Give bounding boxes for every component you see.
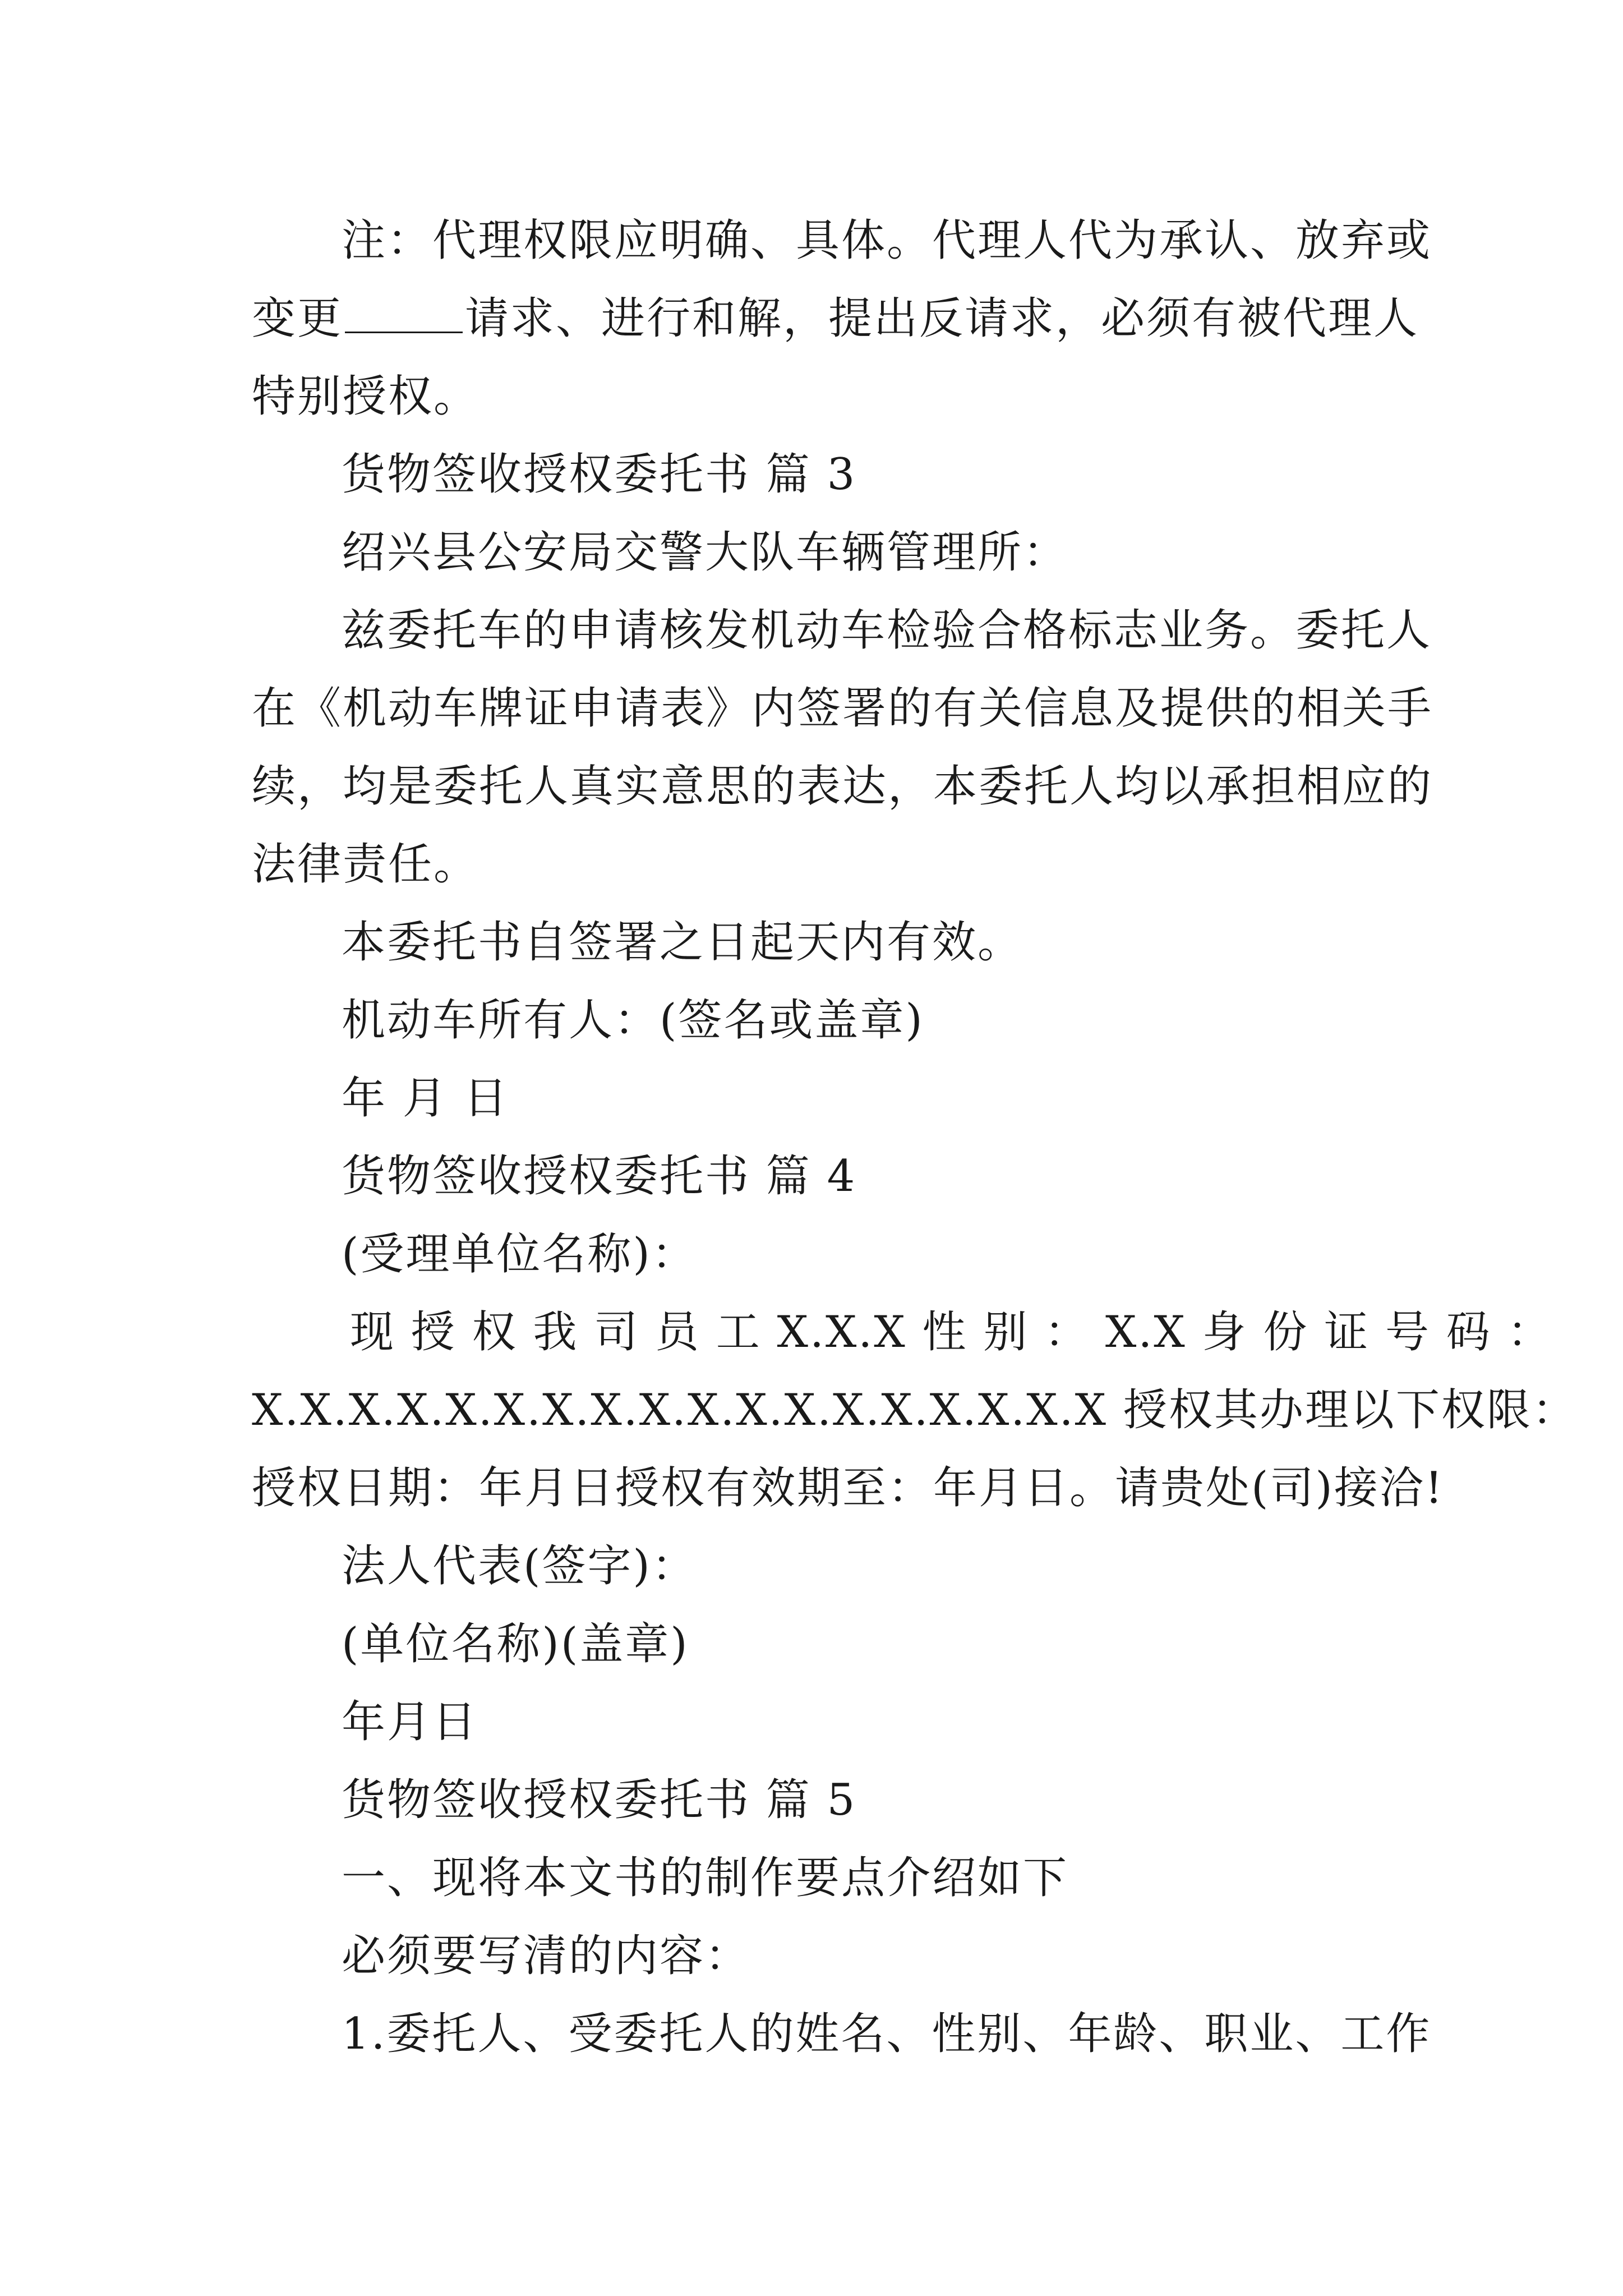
section-4-para-line-3: 授权日期：年月日授权有效期至：年月日。请贵处(司)接洽! [252,1463,1445,1513]
section-4-para-line-1: 现 授 权 我 司 员 工 X.X.X 性 别 ： X.X 身 份 证 号 码 ： [350,1307,1553,1358]
section-3-heading: 货物签收授权委托书 篇 3 [342,449,857,500]
document-body [252,202,1578,2073]
section-4-date: 年月日 [342,1697,478,1747]
section-3-para-line-4: 法律责任。 [252,839,479,890]
section-4-unit-seal: (单位名称)(盖章) [342,1619,689,1669]
note-line-2 [252,280,1419,358]
section-3-date: 年 月 日 [342,1073,509,1124]
section-5-heading: 货物签收授权委托书 篇 5 [342,1775,857,1825]
section-4-addressee: (受理单位名称)： [342,1229,697,1280]
section-3-signature: 机动车所有人：(签名或盖章) [342,995,924,1046]
note-line-2-start: 变更 [252,293,343,344]
section-3-para-line-3: 续，均是委托人真实意思的表达，本委托人均以承担相应的 [252,761,1433,812]
fill-in-blank [345,292,463,333]
section-3-para-line-1: 兹委托车的申请核发机动车检验合格标志业务。委托人 [342,605,1432,656]
note-line-2-end: 请求、进行和解，提出反请求，必须有被代理人 [465,293,1419,344]
section-5-item-1: 1.委托人、受委托人的姓名、性别、年龄、职业、工作 [342,2009,1432,2059]
section-3-addressee: 绍兴县公安局交警大队车辆管理所： [342,527,1069,578]
section-4-para-line-2: X.X.X.X.X.X.X.X.X.X.X.X.X.X.X.X.X.X 授权其办理以下权限： [252,1385,1578,1435]
note-line-3: 特别授权。 [252,371,479,422]
note-line-1: 注：代理权限应明确、具体。代理人代为承认、放弃或 [342,215,1432,266]
section-5-must-write: 必须要写清的内容： [342,1931,751,1981]
section-5-intro: 一、现将本文书的制作要点介绍如下 [342,1853,1069,1903]
section-4-heading: 货物签收授权委托书 篇 4 [342,1151,857,1202]
section-3-para-line-2: 在《机动车牌证申请表》内签署的有关信息及提供的相关手 [252,683,1433,734]
section-3-validity: 本委托书自签署之日起天内有效。 [342,917,1023,968]
section-4-legal-rep: 法人代表(签字)： [342,1541,697,1591]
